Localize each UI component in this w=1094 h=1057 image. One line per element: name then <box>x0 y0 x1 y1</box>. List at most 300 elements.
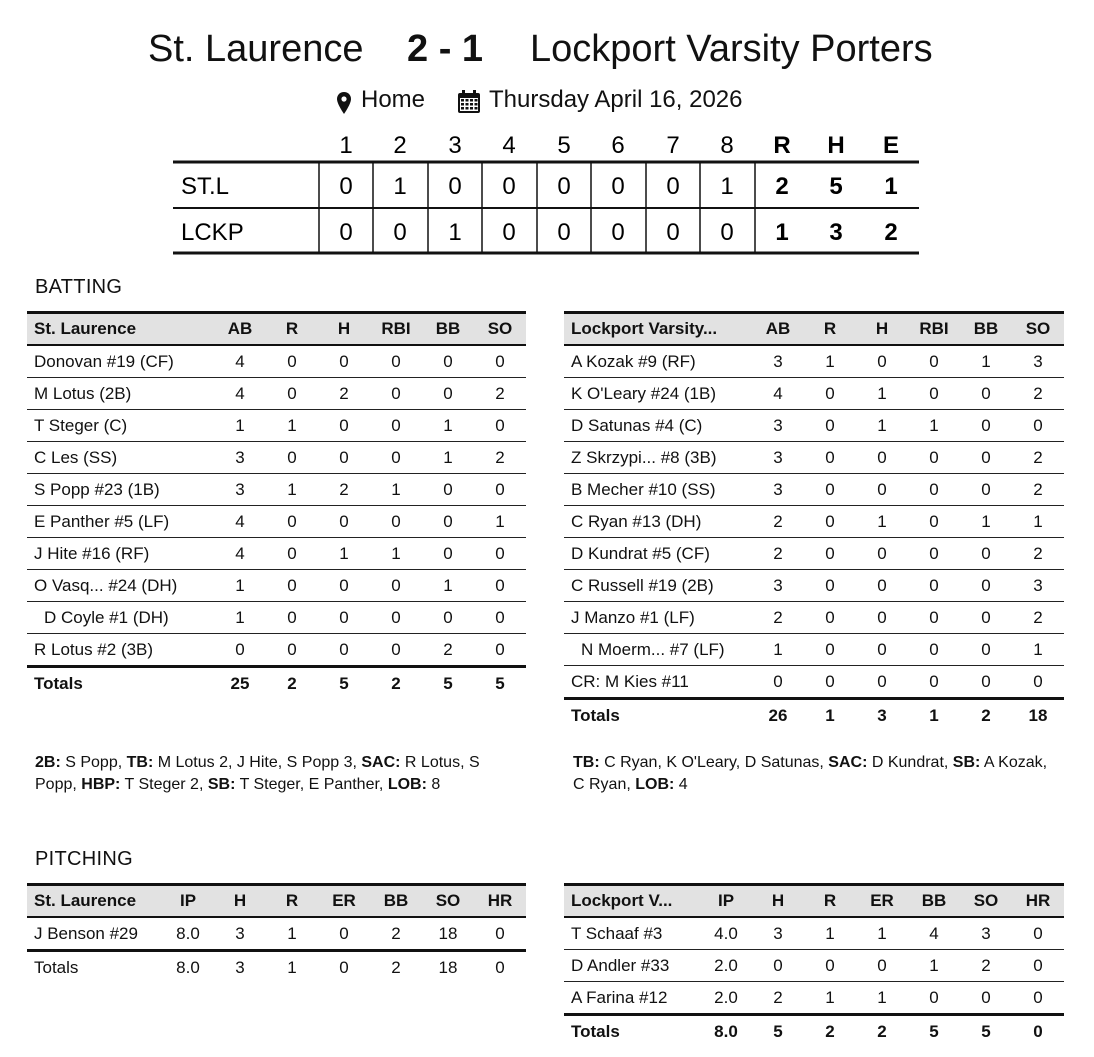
stat-cell: 1 <box>752 634 804 666</box>
rhe-value: 5 <box>829 173 843 200</box>
stat-cell: 0 <box>370 378 422 410</box>
player-name: T Schaaf #3 <box>564 917 700 950</box>
totals-cell: 1 <box>929 705 939 725</box>
totals-cell: 5 <box>981 1021 991 1041</box>
stat-column-header: ER <box>856 885 908 918</box>
stat-column-header: SO <box>960 885 1012 918</box>
batter-row <box>27 410 526 442</box>
stat-column-header: H <box>752 885 804 918</box>
stat-cell: 0 <box>960 442 1012 474</box>
stat-cell: 2 <box>1012 538 1064 570</box>
pitching-header-row <box>27 885 526 918</box>
stat-cell: 1 <box>266 917 318 951</box>
stat-cell: 0 <box>1012 982 1064 1015</box>
stat-column-header: RBI <box>370 313 422 346</box>
player-name: Donovan #19 (CF) <box>27 345 214 378</box>
stat-cell: 3 <box>752 410 804 442</box>
stat-cell: 0 <box>960 982 1012 1015</box>
stat-cell: 1 <box>804 917 856 950</box>
stat-cell: 0 <box>960 538 1012 570</box>
game-location: Home <box>361 86 426 113</box>
stat-cell: 0 <box>266 378 318 410</box>
note-value: T Steger, E Panther, <box>235 776 388 793</box>
note-key: SB: <box>952 754 981 771</box>
stat-cell: 1 <box>370 538 422 570</box>
stat-cell: 0 <box>370 345 422 378</box>
batter-row <box>564 602 1064 634</box>
game-date: Thursday April 16, 2026 <box>489 86 743 113</box>
rhe-value: 1 <box>775 219 789 246</box>
totals-cell: 8.0 <box>714 1021 738 1041</box>
player-name: N Moerm... #7 (LF) <box>564 634 752 666</box>
stat-cell: 0 <box>474 474 526 506</box>
stat-cell: 0 <box>422 378 474 410</box>
totals-cell: 2 <box>287 673 297 693</box>
batting-table-away <box>27 311 526 699</box>
stat-cell: 1 <box>960 506 1012 538</box>
stat-cell: 2 <box>474 442 526 474</box>
inning-runs: 0 <box>393 219 407 246</box>
stat-cell: 0 <box>752 666 804 699</box>
line-score <box>0 0 1094 260</box>
player-name: J Manzo #1 (LF) <box>564 602 752 634</box>
stat-cell: 1 <box>266 474 318 506</box>
stat-cell: 0 <box>856 570 908 602</box>
stat-cell: 0 <box>422 474 474 506</box>
note-value: D Kundrat, <box>867 754 953 771</box>
stat-column-header: IP <box>700 885 752 918</box>
stat-cell: 0 <box>804 474 856 506</box>
stat-cell: 2.0 <box>700 982 752 1015</box>
stat-cell: 1 <box>856 917 908 950</box>
rhe-header: E <box>882 132 900 159</box>
inning-runs: 0 <box>557 219 571 246</box>
player-name: A Farina #12 <box>564 982 700 1015</box>
note-value: M Lotus 2, J Hite, S Popp 3, <box>153 754 362 771</box>
stat-cell: 0 <box>908 982 960 1015</box>
inning-header: 3 <box>448 132 462 159</box>
stat-cell: 4 <box>214 345 266 378</box>
stat-column-header: H <box>214 885 266 918</box>
batter-row <box>27 474 526 506</box>
stat-column-header: SO <box>1012 313 1064 346</box>
stat-cell: 1 <box>1012 634 1064 666</box>
stat-cell: 3 <box>752 442 804 474</box>
stat-cell: 1 <box>856 378 908 410</box>
batter-row <box>27 345 526 378</box>
player-name: Z Skrzypi... #8 (3B) <box>564 442 752 474</box>
totals-cell: 5 <box>773 1021 783 1041</box>
stat-cell: 2 <box>318 474 370 506</box>
stat-column-header: BB <box>908 885 960 918</box>
player-name: O Vasq... #24 (DH) <box>27 570 214 602</box>
stat-cell: 3 <box>214 474 266 506</box>
stat-cell: 2 <box>752 538 804 570</box>
stat-column-header: BB <box>370 885 422 918</box>
stat-cell: 0 <box>474 538 526 570</box>
inning-runs: 1 <box>448 219 462 246</box>
totals-cell: 8.0 <box>176 957 200 977</box>
batter-row <box>564 506 1064 538</box>
player-name: T Steger (C) <box>27 410 214 442</box>
stat-cell: 2 <box>370 917 422 951</box>
pitcher-row <box>564 950 1064 982</box>
stat-cell: 0 <box>318 634 370 667</box>
player-name: R Lotus #2 (3B) <box>27 634 214 667</box>
stat-cell: 2 <box>1012 602 1064 634</box>
stat-cell: 2 <box>752 506 804 538</box>
stat-cell: 0 <box>960 378 1012 410</box>
stat-cell: 2 <box>752 982 804 1015</box>
stat-cell: 3 <box>1012 570 1064 602</box>
stat-cell: 0 <box>856 666 908 699</box>
batter-row <box>27 538 526 570</box>
note-value: C Ryan, K O'Leary, D Satunas, <box>599 754 829 771</box>
note-key: TB: <box>126 754 154 771</box>
batter-row <box>27 506 526 538</box>
stat-cell: 0 <box>960 570 1012 602</box>
batter-row <box>564 410 1064 442</box>
stat-cell: 4.0 <box>700 917 752 950</box>
note-key: HBP: <box>81 776 121 793</box>
stat-cell: 0 <box>318 410 370 442</box>
stat-cell: 2 <box>1012 378 1064 410</box>
note-value: R Lotus, S Popp, <box>35 754 480 793</box>
batting-header-row <box>27 313 526 346</box>
stat-cell: 0 <box>908 345 960 378</box>
totals-label: Totals <box>34 673 83 693</box>
stat-cell: 0 <box>370 442 422 474</box>
stat-cell: 0 <box>908 506 960 538</box>
inning-runs: 0 <box>557 173 571 200</box>
stat-cell: 4 <box>214 506 266 538</box>
stat-cell: 2.0 <box>700 950 752 982</box>
totals-label: Totals <box>34 957 79 977</box>
away-team-name: St. Laurence <box>148 28 364 70</box>
stat-cell: 1 <box>804 345 856 378</box>
stat-cell: 0 <box>370 570 422 602</box>
totals-row <box>27 951 526 984</box>
note-key: LOB: <box>635 776 675 793</box>
stat-cell: 0 <box>908 570 960 602</box>
stat-cell: 0 <box>804 666 856 699</box>
inning-header: 4 <box>502 132 516 159</box>
stat-cell: 0 <box>370 602 422 634</box>
stat-cell: 3 <box>1012 345 1064 378</box>
stat-cell: 0 <box>856 442 908 474</box>
player-name: D Coyle #1 (DH) <box>27 602 214 634</box>
stat-column-header: ER <box>318 885 370 918</box>
stat-cell: 0 <box>908 634 960 666</box>
stat-cell: 0 <box>318 570 370 602</box>
inning-runs: 0 <box>611 173 625 200</box>
note-key: LOB: <box>387 776 427 793</box>
totals-cell: 2 <box>877 1021 887 1041</box>
stat-cell: 0 <box>752 950 804 982</box>
totals-cell: 5 <box>339 673 349 693</box>
stat-cell: 0 <box>318 345 370 378</box>
inning-runs: 0 <box>720 219 734 246</box>
team-column-header: St. Laurence <box>27 885 162 918</box>
stat-cell: 0 <box>1012 917 1064 950</box>
stat-cell: 1 <box>422 570 474 602</box>
stat-column-header: IP <box>162 885 214 918</box>
stat-cell: 0 <box>1012 950 1064 982</box>
totals-cell: 18 <box>438 957 458 977</box>
note-value: A Kozak, C Ryan, <box>573 754 1048 793</box>
totals-row <box>27 667 526 700</box>
totals-cell: 2 <box>391 673 401 693</box>
stat-cell: 0 <box>370 506 422 538</box>
stat-cell: 0 <box>804 634 856 666</box>
team-column-header: Lockport V... <box>564 885 700 918</box>
stat-column-header: H <box>856 313 908 346</box>
batter-row <box>27 378 526 410</box>
totals-cell: 3 <box>877 705 887 725</box>
stat-column-header: BB <box>422 313 474 346</box>
batter-row <box>27 570 526 602</box>
totals-cell: 18 <box>1028 705 1048 725</box>
inning-runs: 0 <box>611 219 625 246</box>
stat-cell: 0 <box>422 602 474 634</box>
totals-cell: 5 <box>443 673 453 693</box>
inning-header: 5 <box>557 132 571 159</box>
stat-cell: 0 <box>422 538 474 570</box>
stat-cell: 2 <box>752 602 804 634</box>
stat-cell: 18 <box>422 917 474 951</box>
stat-column-header: AB <box>214 313 266 346</box>
player-name: C Les (SS) <box>27 442 214 474</box>
inning-runs: 0 <box>502 173 516 200</box>
team-column-header: Lockport Varsity... <box>564 313 752 346</box>
stat-cell: 0 <box>266 538 318 570</box>
note-key: SAC: <box>361 754 401 771</box>
totals-cell: 5 <box>929 1021 939 1041</box>
stat-cell: 1 <box>422 410 474 442</box>
batter-row <box>564 378 1064 410</box>
stat-cell: 0 <box>474 345 526 378</box>
stat-cell: 0 <box>804 950 856 982</box>
stat-cell: 4 <box>752 378 804 410</box>
stat-cell: 2 <box>960 950 1012 982</box>
totals-cell: 2 <box>981 705 991 725</box>
stat-cell: 3 <box>752 917 804 950</box>
inning-runs: 0 <box>339 173 353 200</box>
stat-cell: 0 <box>856 950 908 982</box>
stat-cell: 0 <box>908 538 960 570</box>
player-name: E Panther #5 (LF) <box>27 506 214 538</box>
stat-cell: 0 <box>474 634 526 667</box>
stat-column-header: SO <box>422 885 474 918</box>
stat-cell: 3 <box>752 345 804 378</box>
stat-cell: 0 <box>908 602 960 634</box>
stat-column-header: R <box>266 885 318 918</box>
note-value: 8 <box>426 776 441 793</box>
player-name: D Andler #33 <box>564 950 700 982</box>
stat-cell: 4 <box>908 917 960 950</box>
rhe-value: 2 <box>884 219 898 246</box>
stat-cell: 1 <box>318 538 370 570</box>
stat-cell: 8.0 <box>162 917 214 951</box>
rhe-value: 1 <box>884 173 898 200</box>
totals-row <box>564 699 1064 732</box>
stat-cell: 0 <box>804 378 856 410</box>
stat-cell: 0 <box>318 442 370 474</box>
stat-cell: 0 <box>318 917 370 951</box>
pitching-section-label: PITCHING <box>35 848 133 870</box>
stat-cell: 4 <box>214 378 266 410</box>
pitching-header-row <box>564 885 1064 918</box>
inning-runs: 0 <box>339 219 353 246</box>
stat-cell: 2 <box>422 634 474 667</box>
stat-cell: 0 <box>266 570 318 602</box>
stat-cell: 2 <box>1012 474 1064 506</box>
stat-cell: 0 <box>370 634 422 667</box>
totals-cell: 1 <box>825 705 835 725</box>
stat-cell: 0 <box>856 602 908 634</box>
stat-cell: 0 <box>960 602 1012 634</box>
player-name: D Kundrat #5 (CF) <box>564 538 752 570</box>
inning-runs: 0 <box>448 173 462 200</box>
stat-cell: 1 <box>960 345 1012 378</box>
player-name: B Mecher #10 (SS) <box>564 474 752 506</box>
stat-cell: 0 <box>318 506 370 538</box>
stat-cell: 0 <box>856 474 908 506</box>
totals-cell: 0 <box>495 957 505 977</box>
stat-cell: 1 <box>422 442 474 474</box>
line-score-team: LCKP <box>181 219 244 246</box>
stat-cell: 3 <box>214 917 266 951</box>
stat-cell: 3 <box>214 442 266 474</box>
stat-cell: 0 <box>960 634 1012 666</box>
totals-label: Totals <box>571 705 620 725</box>
stat-cell: 0 <box>804 506 856 538</box>
batting-section-label: BATTING <box>35 276 123 298</box>
totals-row <box>564 1015 1064 1048</box>
stat-cell: 0 <box>856 345 908 378</box>
stat-cell: 0 <box>804 602 856 634</box>
stat-cell: 0 <box>960 666 1012 699</box>
note-value: 4 <box>674 776 688 793</box>
player-name: J Hite #16 (RF) <box>27 538 214 570</box>
note-key: SB: <box>207 776 236 793</box>
totals-cell: 26 <box>768 705 788 725</box>
stat-column-header: R <box>804 313 856 346</box>
stat-cell: 1 <box>856 506 908 538</box>
stat-cell: 0 <box>804 442 856 474</box>
pitcher-row <box>564 982 1064 1015</box>
stat-cell: 0 <box>266 634 318 667</box>
batter-row <box>564 345 1064 378</box>
player-name: S Popp #23 (1B) <box>27 474 214 506</box>
player-name: A Kozak #9 (RF) <box>564 345 752 378</box>
stat-cell: 0 <box>474 570 526 602</box>
totals-cell: 0 <box>1033 1021 1043 1041</box>
player-name: J Benson #29 <box>27 917 162 951</box>
batter-row <box>27 602 526 634</box>
line-score-team: ST.L <box>181 173 230 200</box>
batter-row <box>564 474 1064 506</box>
stat-column-header: R <box>804 885 856 918</box>
team-column-header: St. Laurence <box>27 313 214 346</box>
batter-row <box>564 666 1064 699</box>
inning-runs: 0 <box>502 219 516 246</box>
totals-cell: 25 <box>230 673 250 693</box>
stat-cell: 0 <box>908 666 960 699</box>
stat-cell: 3 <box>752 474 804 506</box>
stat-cell: 2 <box>474 378 526 410</box>
stat-cell: 1 <box>856 410 908 442</box>
stat-column-header: BB <box>960 313 1012 346</box>
stat-cell: 1 <box>214 410 266 442</box>
player-name: M Lotus (2B) <box>27 378 214 410</box>
batter-row <box>27 442 526 474</box>
stat-cell: 0 <box>474 410 526 442</box>
stat-column-header: SO <box>474 313 526 346</box>
stat-column-header: HR <box>1012 885 1064 918</box>
batting-notes-away <box>35 752 505 796</box>
batting-notes-home <box>573 752 1063 796</box>
stat-cell: 2 <box>318 378 370 410</box>
totals-cell: 2 <box>825 1021 835 1041</box>
stat-cell: 0 <box>908 378 960 410</box>
note-key: TB: <box>573 754 600 771</box>
inning-header: 8 <box>720 132 734 159</box>
stat-column-header: H <box>318 313 370 346</box>
player-name: C Russell #19 (2B) <box>564 570 752 602</box>
stat-cell: 0 <box>1012 666 1064 699</box>
pitching-table-home <box>564 883 1064 1047</box>
batter-row <box>564 570 1064 602</box>
inning-header: 7 <box>666 132 680 159</box>
rhe-header: H <box>827 132 845 159</box>
home-team-name: Lockport Varsity Porters <box>530 28 933 70</box>
inning-header: 1 <box>339 132 353 159</box>
stat-cell: 3 <box>752 570 804 602</box>
rhe-value: 3 <box>829 219 843 246</box>
stat-cell: 0 <box>422 345 474 378</box>
stat-cell: 0 <box>804 570 856 602</box>
stat-cell: 1 <box>474 506 526 538</box>
inning-runs: 1 <box>720 173 734 200</box>
stat-cell: 0 <box>856 538 908 570</box>
batter-row <box>564 538 1064 570</box>
stat-cell: 0 <box>266 442 318 474</box>
stat-cell: 0 <box>318 602 370 634</box>
stat-column-header: HR <box>474 885 526 918</box>
stat-column-header: AB <box>752 313 804 346</box>
inning-runs: 1 <box>393 173 407 200</box>
final-score: 2 - 1 <box>407 28 484 70</box>
stat-cell: 0 <box>856 634 908 666</box>
stat-cell: 0 <box>804 410 856 442</box>
stat-cell: 1 <box>856 982 908 1015</box>
note-key: SAC: <box>828 754 868 771</box>
stat-cell: 1 <box>1012 506 1064 538</box>
stat-cell: 1 <box>370 474 422 506</box>
totals-cell: 1 <box>287 957 297 977</box>
stat-cell: 0 <box>474 917 526 951</box>
batting-header-row <box>564 313 1064 346</box>
rhe-value: 2 <box>775 173 789 200</box>
stat-cell: 0 <box>804 538 856 570</box>
stat-cell: 0 <box>474 602 526 634</box>
stat-cell: 3 <box>960 917 1012 950</box>
batter-row <box>564 442 1064 474</box>
stat-cell: 0 <box>908 474 960 506</box>
player-name: C Ryan #13 (DH) <box>564 506 752 538</box>
stat-cell: 1 <box>214 602 266 634</box>
